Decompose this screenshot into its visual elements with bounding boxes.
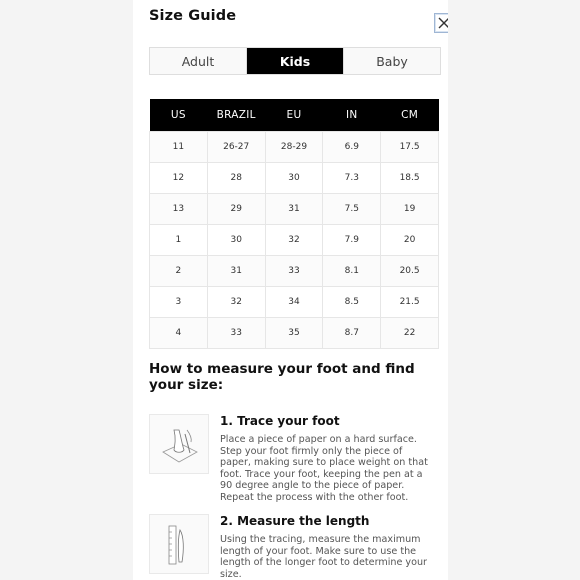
table-cell: 32 [265, 225, 323, 256]
table-cell: 8.5 [323, 287, 381, 318]
table-cell: 11 [150, 132, 208, 163]
table-cell: 20 [381, 225, 439, 256]
table-row [150, 225, 439, 256]
step-image [149, 514, 209, 574]
size-table [149, 99, 439, 349]
step-image [149, 414, 209, 474]
table-row [150, 163, 439, 194]
table-cell: 31 [265, 194, 323, 225]
table-cell: 22 [381, 318, 439, 349]
category-tabs [149, 47, 441, 75]
table-cell: 7.3 [323, 163, 381, 194]
table-cell: 8.1 [323, 256, 381, 287]
size-guide-panel [133, 0, 448, 580]
table-cell: 3 [150, 287, 208, 318]
step-title: 1. Trace your foot [220, 414, 340, 428]
table-cell: 7.9 [323, 225, 381, 256]
tab-baby[interactable]: Baby [343, 48, 440, 74]
table-cell: 4 [150, 318, 208, 349]
close-icon [438, 17, 448, 29]
step-trace-foot [149, 414, 439, 503]
page-title: Size Guide [149, 8, 237, 24]
table-cell: 7.5 [323, 194, 381, 225]
table-cell: 33 [207, 318, 265, 349]
table-cell: 1 [150, 225, 208, 256]
column-header-in: IN [323, 99, 381, 132]
table-cell: 17.5 [381, 132, 439, 163]
table-cell: 21.5 [381, 287, 439, 318]
table-cell: 28-29 [265, 132, 323, 163]
table-row [150, 132, 439, 163]
table-cell: 35 [265, 318, 323, 349]
table-cell: 32 [207, 287, 265, 318]
step-measure-length [149, 514, 439, 580]
table-row [150, 318, 439, 349]
table-cell: 33 [265, 256, 323, 287]
column-header-us: US [150, 99, 208, 132]
table-header-row [150, 99, 439, 132]
table-cell: 34 [265, 287, 323, 318]
table-cell: 26-27 [207, 132, 265, 163]
table-cell: 18.5 [381, 163, 439, 194]
table-cell: 30 [265, 163, 323, 194]
table-cell: 28 [207, 163, 265, 194]
ruler-icon [157, 522, 201, 566]
column-header-eu: EU [265, 99, 323, 132]
table-cell: 6.9 [323, 132, 381, 163]
table-cell: 2 [150, 256, 208, 287]
column-header-cm: CM [381, 99, 439, 132]
column-header-brazil: BRAZIL [207, 99, 265, 132]
step-text: Place a piece of paper on a hard surface. Step your foot firmly only the piece of paper, making sure to place weight on that foot. Trace your foot, keeping the pen at a 90 degree angle to the piece of paper. Repeat the process with the other foot. [220, 434, 428, 503]
tab-kids[interactable]: Kids [246, 48, 343, 74]
measure-heading: How to measure your foot and find your size: [149, 361, 415, 393]
table-row [150, 287, 439, 318]
close-button[interactable] [434, 13, 448, 33]
table-cell: 29 [207, 194, 265, 225]
table-row [150, 194, 439, 225]
table-cell: 31 [207, 256, 265, 287]
tab-adult[interactable]: Adult [150, 48, 246, 74]
table-cell: 8.7 [323, 318, 381, 349]
step-text: Using the tracing, measure the maximum length of your foot. Make sure to use the length of the longer foot to determine your size. [220, 534, 427, 580]
foot-trace-icon [157, 422, 201, 466]
table-row [150, 256, 439, 287]
table-cell: 20.5 [381, 256, 439, 287]
table-cell: 30 [207, 225, 265, 256]
table-cell: 13 [150, 194, 208, 225]
table-cell: 12 [150, 163, 208, 194]
header [149, 8, 439, 30]
table-cell: 19 [381, 194, 439, 225]
step-title: 2. Measure the length [220, 514, 370, 528]
